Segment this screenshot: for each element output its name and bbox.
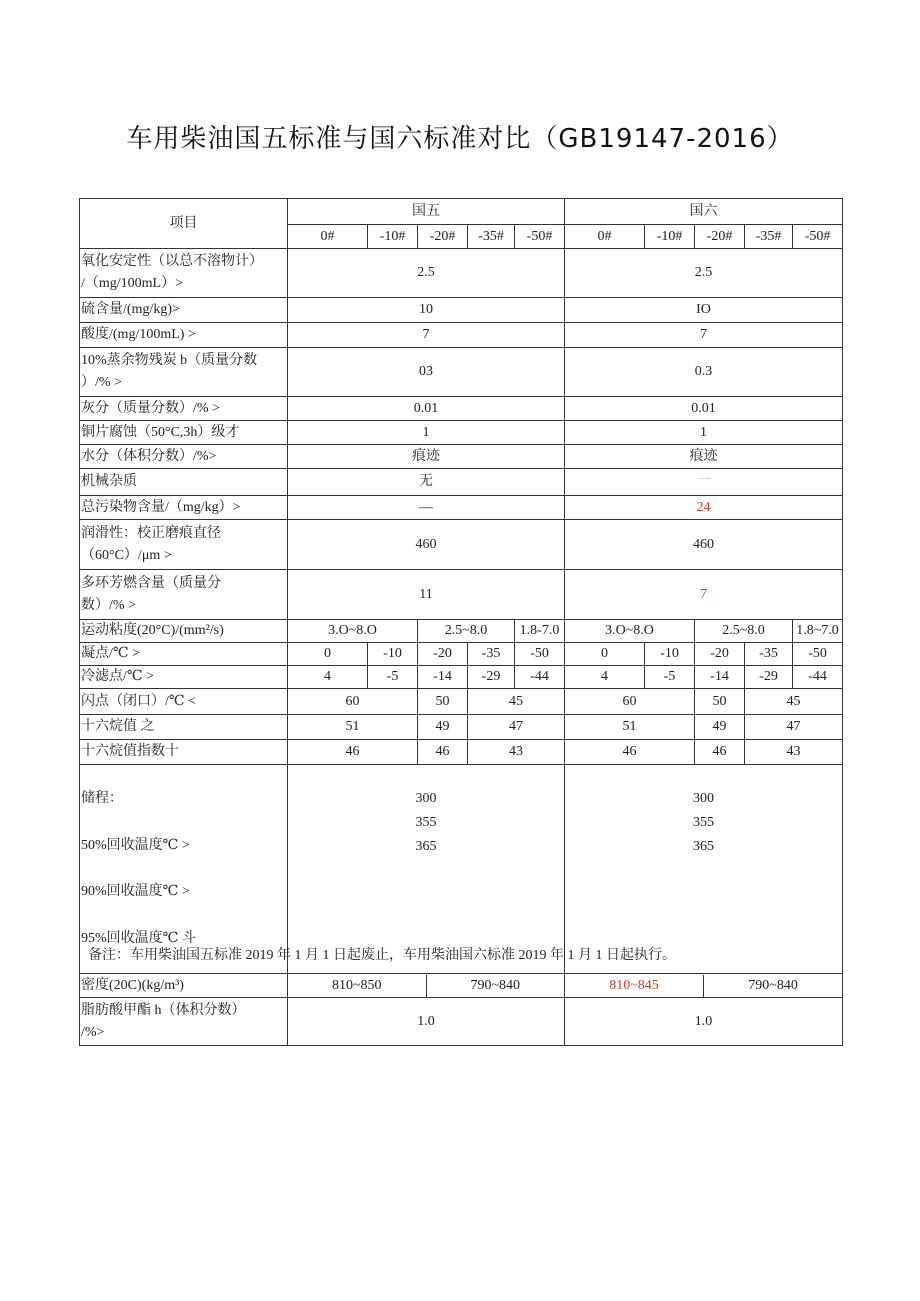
- value-cell-highlight: 810~845: [565, 975, 704, 997]
- value-cell: 50: [695, 689, 745, 715]
- row-label: 90%回收温度℃ >: [81, 884, 190, 899]
- value-cell: 1.8-7.0: [515, 620, 565, 643]
- value-cell: 810~850: [288, 975, 427, 997]
- value-cell: -44: [515, 666, 565, 689]
- row-label: 运动粘度(20°C)/(mm²/s): [80, 620, 288, 643]
- grade-cell: 0#: [565, 225, 645, 249]
- grade-cell: -20#: [418, 225, 468, 249]
- value-cell: 47: [468, 715, 565, 740]
- grade-cell: 0#: [288, 225, 368, 249]
- row-label: 十六烷值 之: [80, 715, 288, 740]
- row-label: 氧化安定性（以总不溶物计） /（mg/100mL）>: [80, 249, 288, 298]
- grade-cell: -35#: [745, 225, 793, 249]
- value-cell: -35: [468, 643, 515, 666]
- value-cell: -14: [695, 666, 745, 689]
- value-cell: -10: [645, 643, 695, 666]
- value-cell: 1.0: [565, 998, 843, 1046]
- value-cell: 2.5: [565, 249, 843, 298]
- header-item: 项目: [80, 199, 288, 249]
- density-g6: [565, 974, 843, 998]
- value-cell: 365: [415, 839, 437, 854]
- value-cell: 10: [288, 298, 565, 323]
- grade-cell: -50#: [793, 225, 843, 249]
- value-cell: 3.O~8.O: [288, 620, 418, 643]
- row-label: 机械杂质: [80, 469, 288, 496]
- value-cell: 0: [288, 643, 368, 666]
- value-cell: 1: [565, 421, 843, 445]
- row-label: 总污染物含量/（mg/kg）>: [80, 496, 288, 520]
- row-label: 润滑性：校正磨痕直径 （60°C）/μm >: [80, 520, 288, 570]
- value-cell: -29: [468, 666, 515, 689]
- value-cell: 11: [288, 570, 565, 620]
- value-cell: 49: [695, 715, 745, 740]
- value-cell: 365: [693, 839, 715, 854]
- value-cell: 45: [745, 689, 843, 715]
- value-cell: 50: [418, 689, 468, 715]
- value-cell: 2.5~8.0: [418, 620, 515, 643]
- value-cell: 03: [288, 348, 565, 397]
- value-cell: -14: [418, 666, 468, 689]
- row-label: 95%回收温度℃ 斗: [81, 930, 196, 946]
- value-cell: 43: [745, 740, 843, 765]
- value-cell: —: [288, 496, 565, 520]
- value-cell: 0.01: [288, 397, 565, 421]
- value-cell: 45: [468, 689, 565, 715]
- value-cell: 1: [288, 421, 565, 445]
- value-cell: 790~840: [748, 977, 798, 993]
- value-cell: -50: [793, 643, 843, 666]
- value-cell: 无: [288, 469, 565, 496]
- value-cell: 300: [415, 791, 437, 806]
- row-label: 多环芳燃含量（质量分 数）/% >: [80, 570, 288, 620]
- footnote: 备注：车用柴油国五标准 2019 年 1 月 1 日起废止，车用柴油国六标准 2019 年 1 月 1 日起执行。: [88, 948, 676, 963]
- header-g6: 国六: [565, 199, 843, 225]
- value-cell: 51: [288, 715, 418, 740]
- row-label: 密度(20C)(kg/m³): [80, 974, 288, 998]
- value-cell-highlight: 7: [565, 570, 843, 620]
- header-g5: 国五: [288, 199, 565, 225]
- value-cell: 0: [565, 643, 645, 666]
- row-label: 铜片腐蚀（50°C,3h）级才: [80, 421, 288, 445]
- value-cell: -20: [695, 643, 745, 666]
- page-title: 车用柴油国五标准与国六标准对比（GB19147-2016）: [126, 124, 794, 154]
- value-cell: 3.O~8.O: [565, 620, 695, 643]
- value-cell: 60: [288, 689, 418, 715]
- value-cell: -5: [645, 666, 695, 689]
- value-cell: 0.01: [565, 397, 843, 421]
- value-cell: 46: [695, 740, 745, 765]
- row-label: 酸度/(mg/100mL) >: [80, 323, 288, 348]
- value-cell: 60: [565, 689, 695, 715]
- value-cell: -20: [418, 643, 468, 666]
- value-cell: 7: [565, 323, 843, 348]
- value-cell: 痕迹: [565, 445, 843, 469]
- value-cell: 一: [565, 469, 843, 496]
- row-label: 水分（体积分数）/%>: [80, 445, 288, 469]
- row-label: 闪点（闭口）/℃ <: [80, 689, 288, 715]
- value-cell: 4: [288, 666, 368, 689]
- value-cell: 4: [565, 666, 645, 689]
- value-cell: 355: [693, 815, 715, 830]
- value-cell: -5: [368, 666, 418, 689]
- value-cell: -10: [368, 643, 418, 666]
- row-label: 10%蒸余物残炭 b（质量分数 ）/% >: [80, 348, 288, 397]
- value-cell-highlight: 24: [565, 496, 843, 520]
- value-cell: -44: [793, 666, 843, 689]
- value-cell: -50: [515, 643, 565, 666]
- value-cell: 0.3: [565, 348, 843, 397]
- value-cell: 7: [288, 323, 565, 348]
- value-cell: 46: [565, 740, 695, 765]
- grade-cell: -50#: [515, 225, 565, 249]
- distillation-g5: [288, 765, 565, 974]
- value-cell: 43: [468, 740, 565, 765]
- distillation-g6: [565, 765, 843, 974]
- row-label: 凝点/℃ >: [80, 643, 288, 666]
- value-cell: 痕迹: [288, 445, 565, 469]
- value-cell: 47: [745, 715, 843, 740]
- value-cell: 460: [288, 520, 565, 570]
- value-cell: 1.8~7.0: [793, 620, 843, 643]
- grade-cell: -10#: [368, 225, 418, 249]
- value-cell: 2.5: [288, 249, 565, 298]
- value-cell: -29: [745, 666, 793, 689]
- value-cell: 2.5~8.0: [695, 620, 793, 643]
- value-cell: 460: [565, 520, 843, 570]
- value-cell: 46: [418, 740, 468, 765]
- grade-cell: -10#: [645, 225, 695, 249]
- value-cell: 300: [693, 791, 715, 806]
- value-cell: 49: [418, 715, 468, 740]
- row-label: 50%回收温度℃ >: [81, 837, 190, 853]
- row-label: 脂肪酸甲酯 h（体积分数） /%>: [80, 998, 288, 1046]
- grade-cell: -20#: [695, 225, 745, 249]
- value-cell: IO: [565, 298, 843, 323]
- row-label: 灰分（质量分数）/% >: [80, 397, 288, 421]
- density-g5: [288, 974, 565, 998]
- grade-cell: -35#: [468, 225, 515, 249]
- row-label: 硫含量/(mg/kg)>: [80, 298, 288, 323]
- value-cell: 355: [415, 815, 437, 830]
- value-cell: 1.0: [288, 998, 565, 1046]
- value-cell: -35: [745, 643, 793, 666]
- row-label: 冷滤点/℃ >: [80, 666, 288, 689]
- row-label: 储程：: [81, 791, 123, 806]
- value-cell: 51: [565, 715, 695, 740]
- distillation-labels: [80, 765, 288, 974]
- value-cell: 46: [288, 740, 418, 765]
- row-label: 十六烷值指数十: [80, 740, 288, 765]
- standards-comparison-table: [79, 198, 843, 1046]
- value-cell: 790~840: [470, 977, 521, 993]
